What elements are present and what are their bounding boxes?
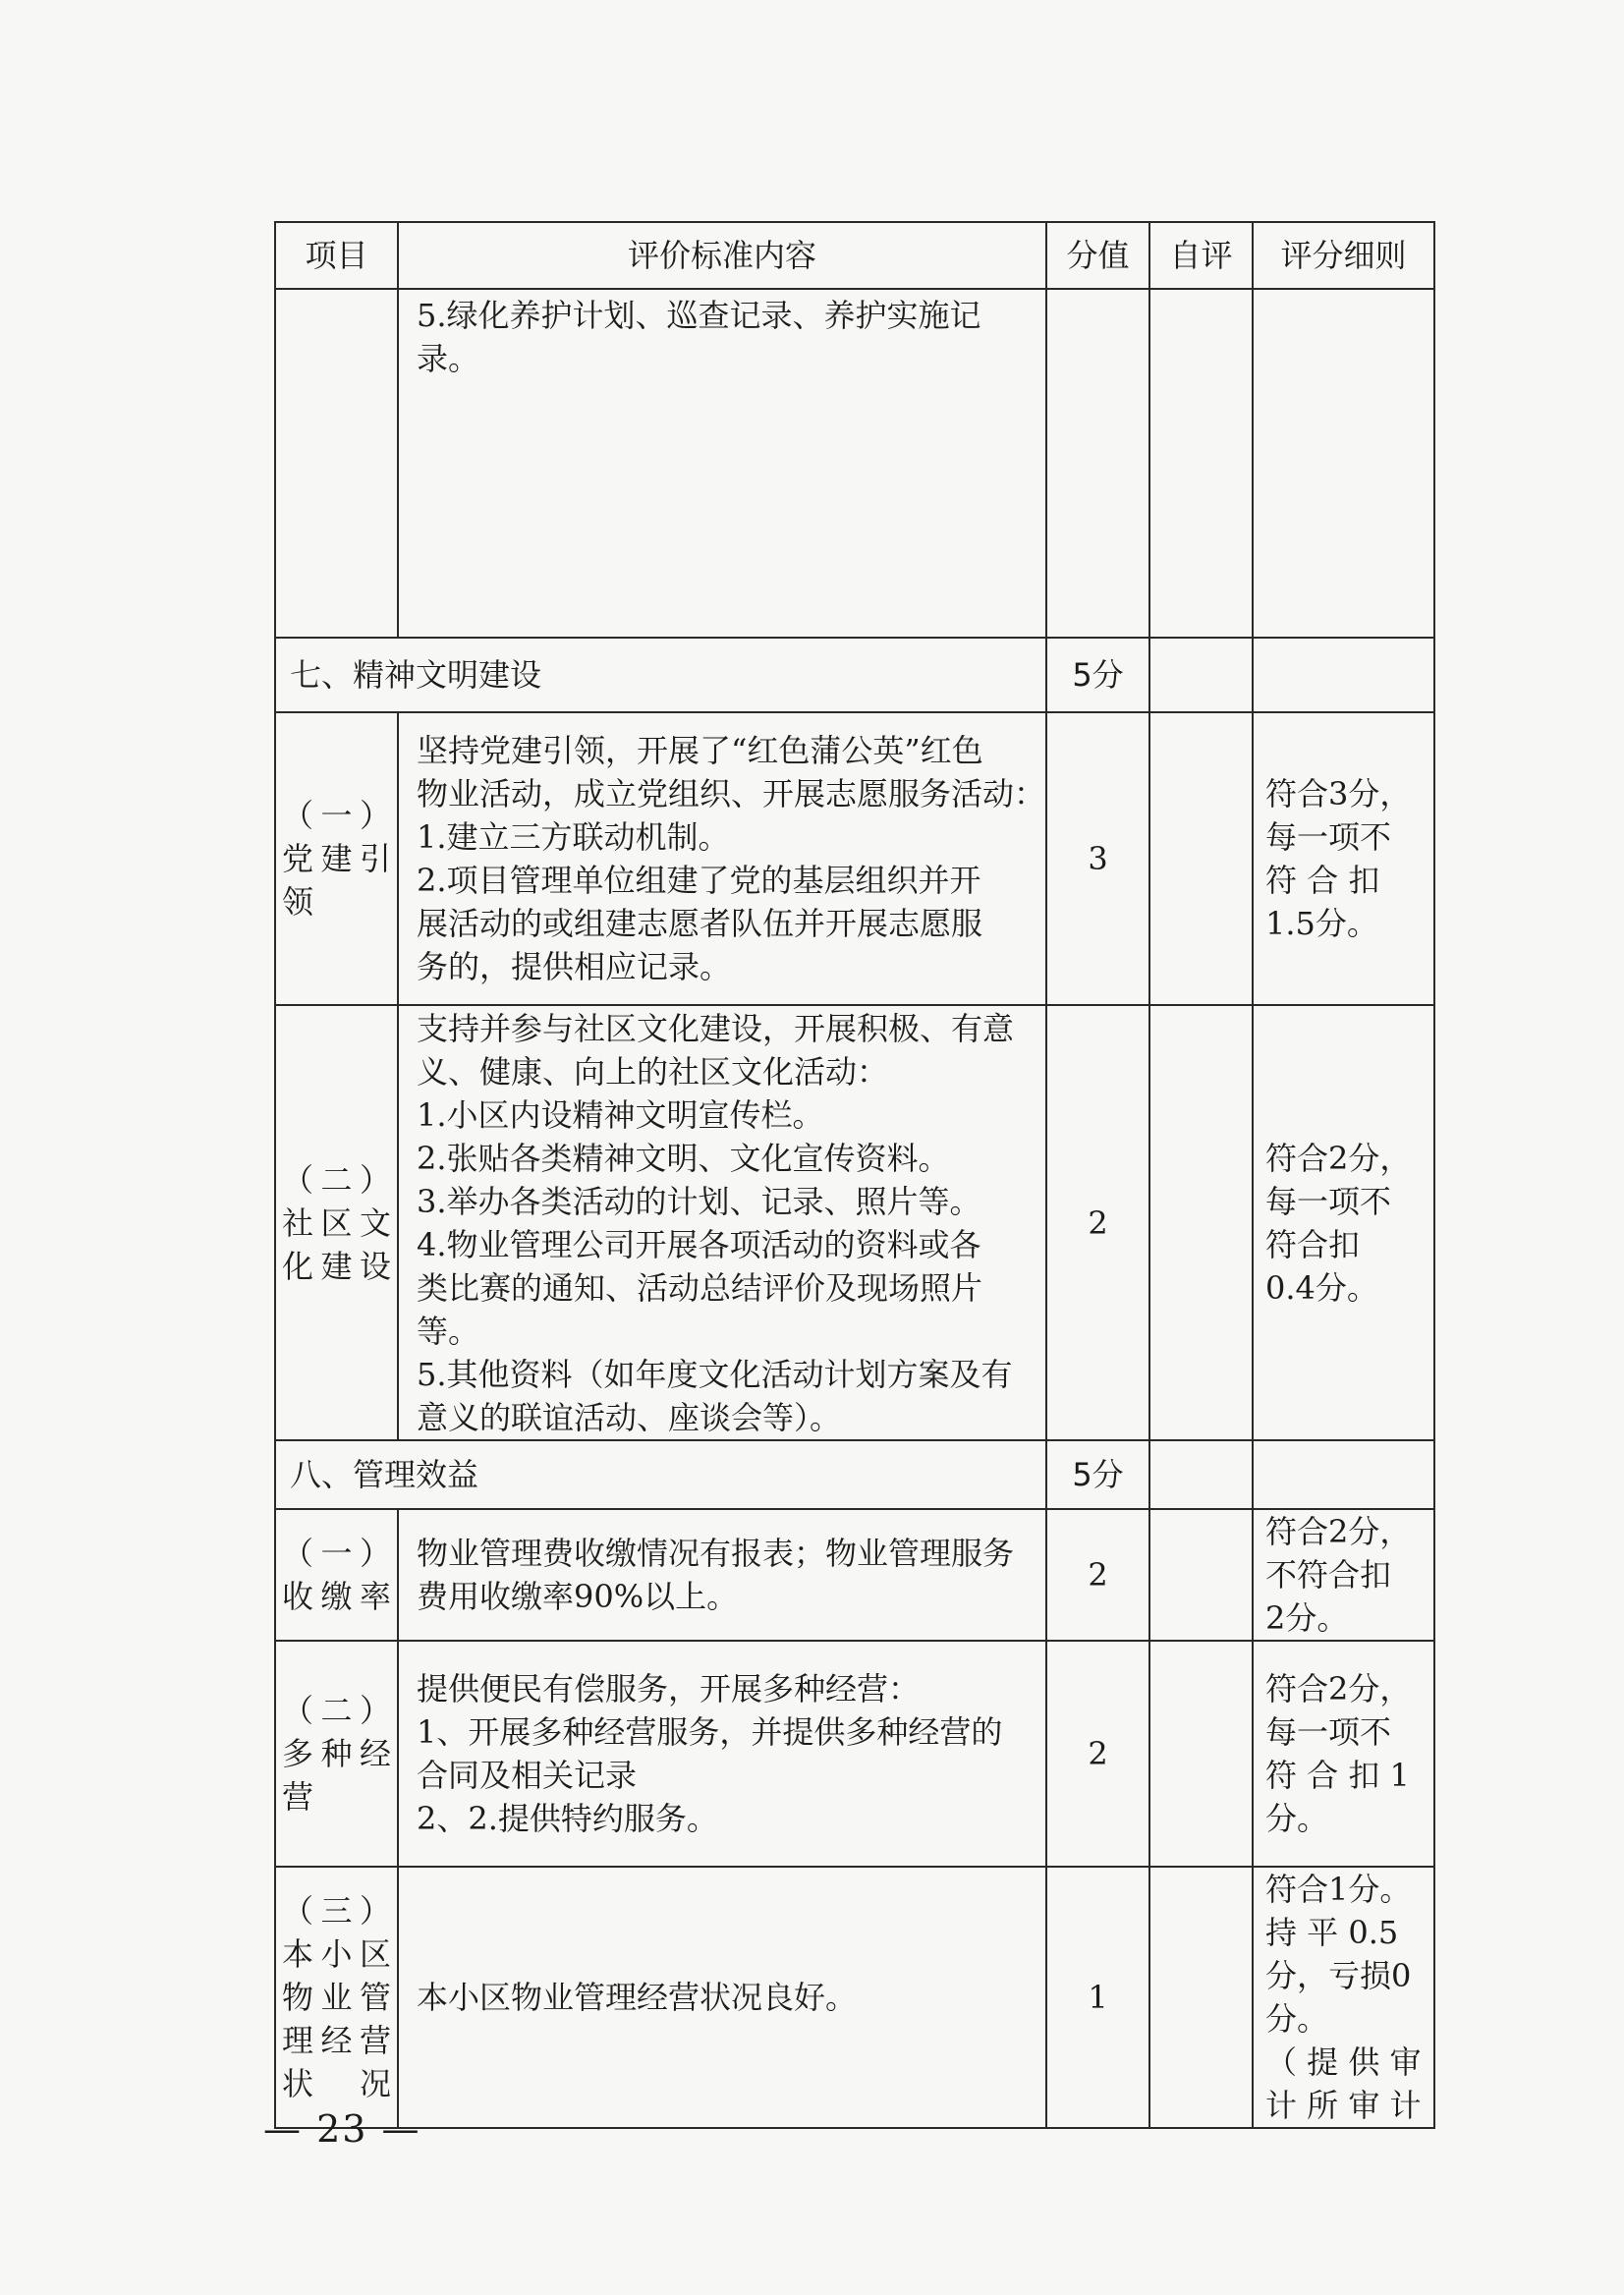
section-title-8: 八、管理效益 bbox=[275, 1440, 1046, 1509]
row-content bbox=[398, 1641, 1046, 1867]
row-self bbox=[1149, 1509, 1253, 1641]
header-self: 自评 bbox=[1149, 222, 1253, 289]
table-row bbox=[275, 1005, 1434, 1440]
row-score: 2 bbox=[1046, 1005, 1149, 1440]
table-row bbox=[275, 712, 1434, 1005]
row-content bbox=[398, 1509, 1046, 1641]
header-rules: 评分细则 bbox=[1253, 222, 1434, 289]
content-line: 1.小区内设精神文明宣传栏。 bbox=[417, 1095, 824, 1134]
content-line: 2、2.提供特约服务。 bbox=[417, 1800, 718, 1837]
section-score-7: 5分 bbox=[1046, 638, 1149, 712]
row-self bbox=[1149, 1641, 1253, 1867]
table-header-row bbox=[275, 222, 1434, 289]
content-line: 2.张贴各类精神文明、文化宣传资料。 bbox=[417, 1139, 950, 1177]
content-line: 支持并参与社区文化建设，开展积极、有意 bbox=[417, 1009, 1015, 1047]
content-line: 提供便民有偿服务，开展多种经营： bbox=[417, 1670, 921, 1707]
row-score: 1 bbox=[1046, 1867, 1149, 2128]
section-score-8: 5分 bbox=[1046, 1440, 1149, 1509]
table-row bbox=[275, 1867, 1434, 2128]
content-line: 2.项目管理单位组建了党的基层组织并开 bbox=[417, 862, 981, 899]
section-row-8 bbox=[275, 1440, 1434, 1509]
section-title-7: 七、精神文明建设 bbox=[275, 638, 1046, 712]
content-line: 4.物业管理公司开展各项活动的资料或各 bbox=[417, 1225, 981, 1263]
content-line: 义、健康、向上的社区文化活动： bbox=[417, 1052, 889, 1091]
content-line: 等。 bbox=[417, 1312, 480, 1350]
section-row-7 bbox=[275, 638, 1434, 712]
content-line: 1、开展多种经营服务，并提供多种经营的 bbox=[417, 1713, 1003, 1751]
row-rules: 符合1分。 持 平 0.5 分，亏损0 分。 （ 提 供 审 计 所 审 计 bbox=[1253, 1867, 1434, 2128]
row-item: （三）本小区物业管理经营状况 bbox=[275, 1867, 398, 2128]
row-item: （二）多种经营 bbox=[275, 1641, 398, 1867]
content-line: 物业管理费收缴情况有报表；物业管理服务 bbox=[417, 1535, 1015, 1572]
page-number: — 23 — bbox=[263, 2107, 421, 2151]
row-rules: 符合2分， 不符合扣 2分。 bbox=[1253, 1509, 1434, 1641]
row-self bbox=[1149, 1867, 1253, 2128]
row-content bbox=[398, 1867, 1046, 2128]
continuation-row bbox=[275, 289, 1434, 638]
content-line: 本小区物业管理经营状况良好。 bbox=[417, 1979, 858, 2016]
content-line: 3.举办各类活动的计划、记录、照片等。 bbox=[417, 1182, 981, 1220]
row-score: 2 bbox=[1046, 1509, 1149, 1641]
row-item: （一）党建引领 bbox=[275, 712, 398, 1005]
row-score: 3 bbox=[1046, 712, 1149, 1005]
content-line: 坚持党建引领，开展了“红色蒲公英”红色 bbox=[417, 732, 983, 769]
header-content: 评价标准内容 bbox=[398, 222, 1046, 289]
content-line: 类比赛的通知、活动总结评价及现场照片 bbox=[417, 1268, 983, 1307]
row-rules: 符合2分， 每一项不 符 合 扣 1 分。 bbox=[1253, 1641, 1434, 1867]
row-self bbox=[1149, 712, 1253, 1005]
row-score: 2 bbox=[1046, 1641, 1149, 1867]
header-item: 项目 bbox=[275, 222, 398, 289]
content-line: 费用收缴率90%以上。 bbox=[417, 1578, 739, 1615]
table-row bbox=[275, 1641, 1434, 1867]
header-score: 分值 bbox=[1046, 222, 1149, 289]
row-self bbox=[1149, 1005, 1253, 1440]
content-line: 意义的联谊活动、座谈会等）。 bbox=[417, 1398, 842, 1436]
content-line: 合同及相关记录 bbox=[417, 1757, 638, 1794]
content-line: 1.建立三方联动机制。 bbox=[417, 818, 730, 856]
content-line: 5.其他资料（如年度文化活动计划方案及有 bbox=[417, 1355, 1013, 1393]
table-row bbox=[275, 1509, 1434, 1641]
content-line: 展活动的或组建志愿者队伍并开展志愿服 bbox=[417, 905, 983, 942]
row-content bbox=[398, 712, 1046, 1005]
evaluation-table bbox=[274, 221, 1435, 2129]
row-item: （二）社区文化建设 bbox=[275, 1005, 398, 1440]
row-rules: 符合2分， 每一项不 符合扣 0.4分。 bbox=[1253, 1005, 1434, 1440]
content-line: 务的，提供相应记录。 bbox=[417, 948, 732, 985]
continuation-content: 5.绿化养护计划、巡查记录、养护实施记录。 bbox=[398, 289, 1046, 638]
row-content bbox=[398, 1005, 1046, 1440]
content-line: 物业活动，成立党组织、开展志愿服务活动： bbox=[417, 775, 1046, 812]
row-item: （一）收缴率 bbox=[275, 1509, 398, 1641]
row-rules: 符合3分， 每一项不 符 合 扣 1.5分。 bbox=[1253, 712, 1434, 1005]
